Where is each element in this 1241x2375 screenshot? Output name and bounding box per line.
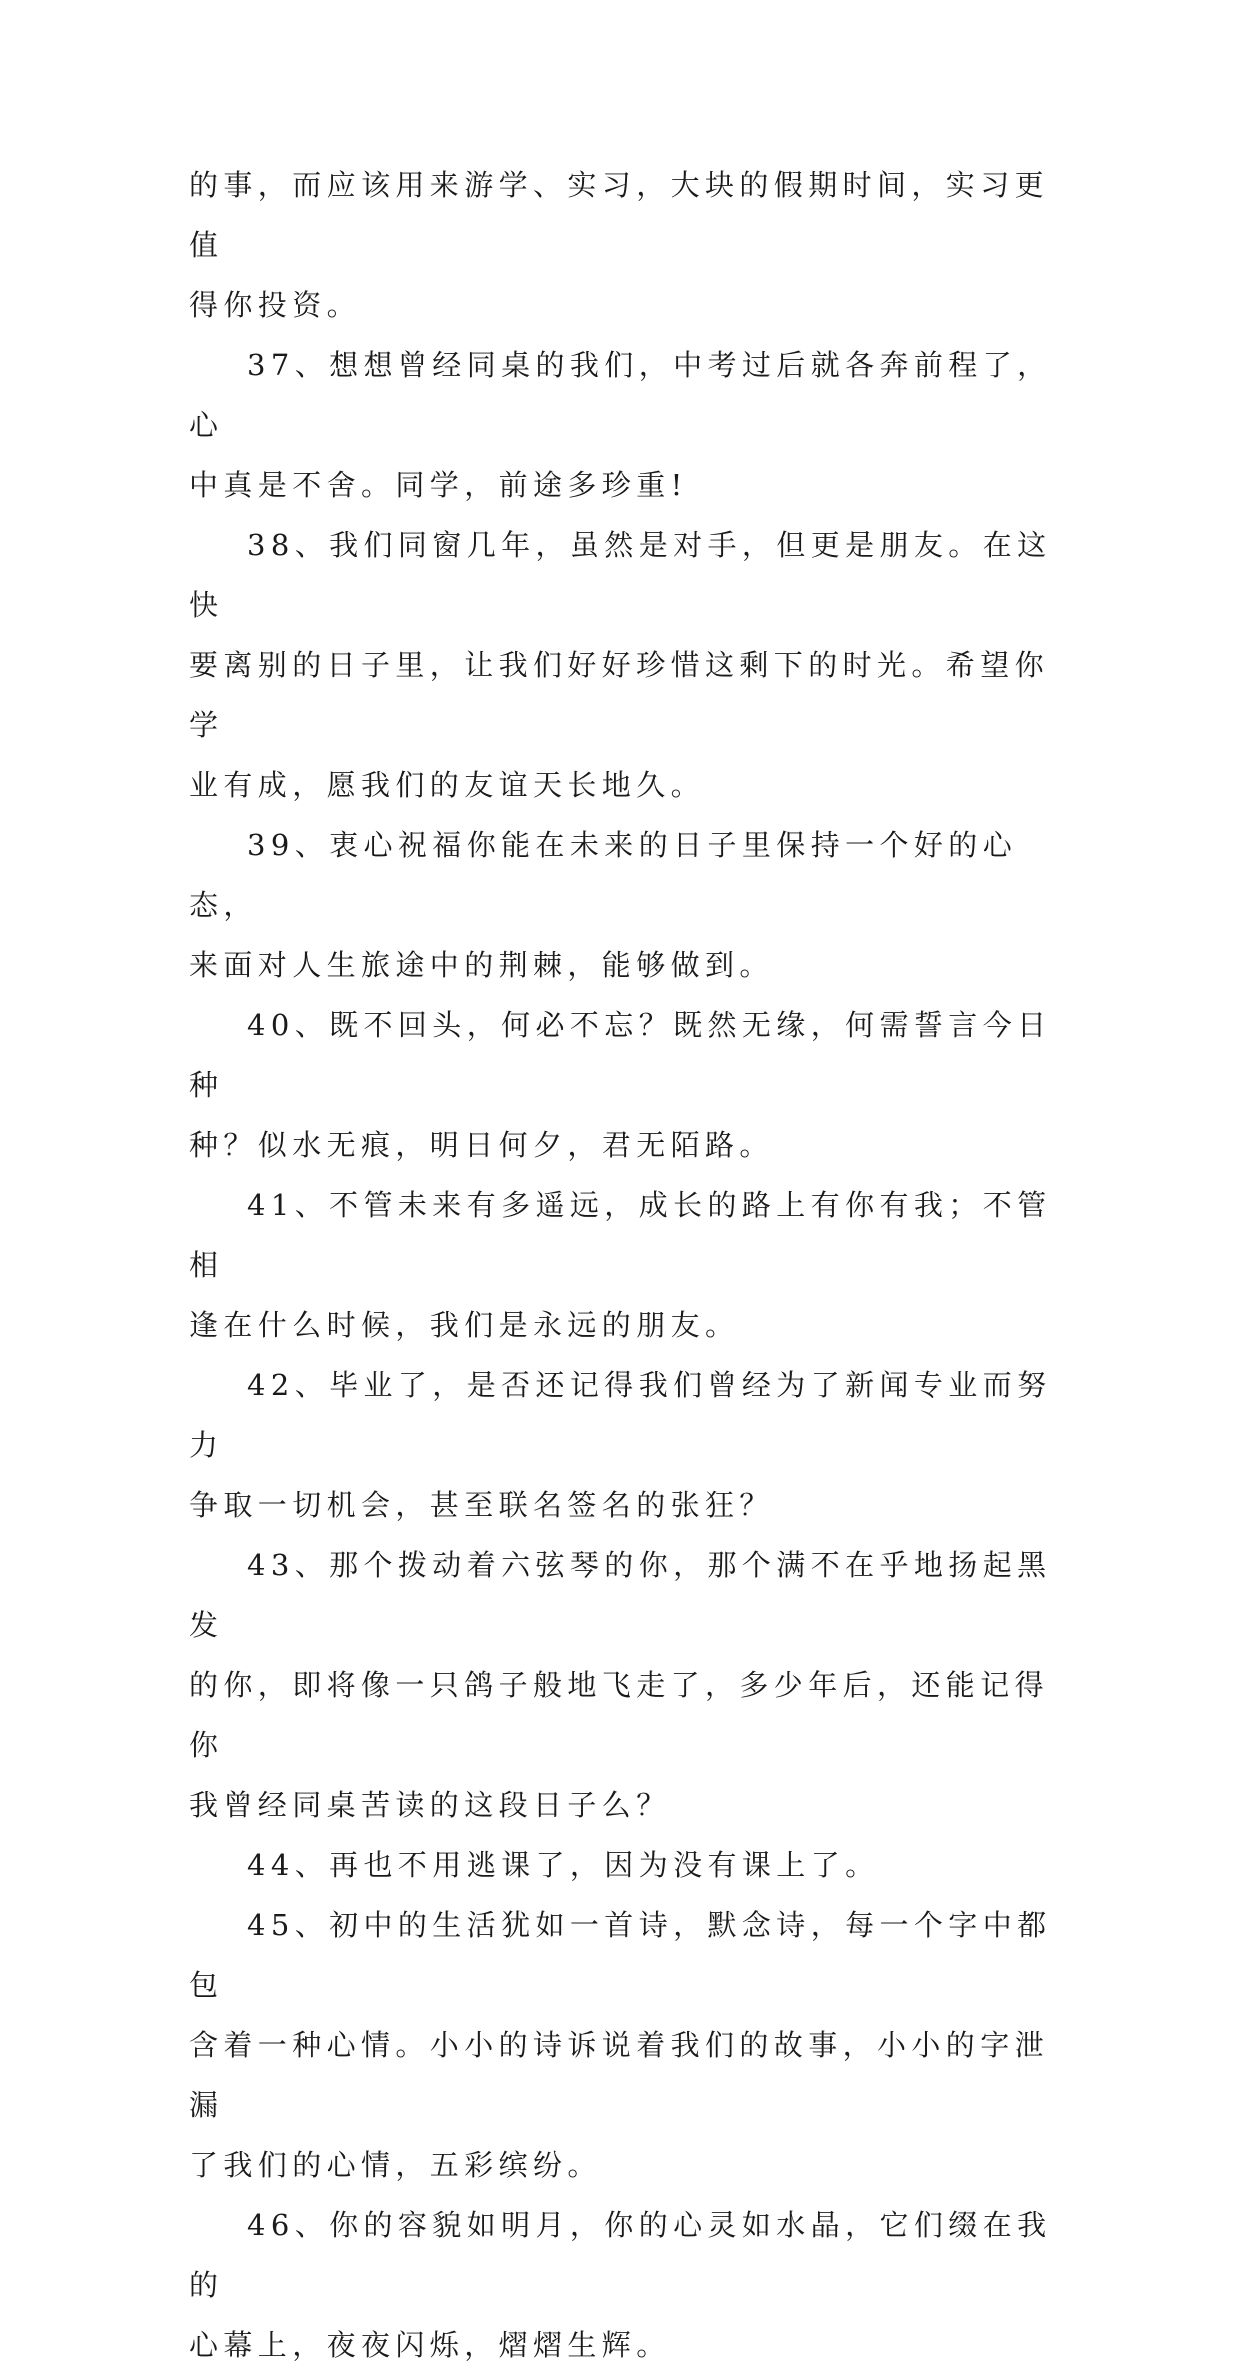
paragraph-42: 42、毕业了，是否还记得我们曾经为了新闻专业而努力 争取一切机会，甚至联名签名的张狂？ (189, 1368, 1052, 1522)
paragraph-39: 39、衷心祝福你能在未来的日子里保持一个好的心态， 来面对人生旅途中的荆棘，能够做到。 (189, 828, 1018, 982)
paragraph-45: 45、初中的生活犹如一首诗，默念诗，每一个字中都包 含着一种心情。小小的诗诉说着我们的故事，小小的字泄漏 了我们的心情，五彩缤纷。 (189, 1908, 1052, 2182)
paragraph-44: 44、再也不用逃课了，因为没有课上了。 (247, 1848, 880, 1882)
paragraph-38: 38、我们同窗几年，虽然是对手，但更是朋友。在这快 要离别的日子里，让我们好好珍惜这剩下的时光。希望你学 业有成，愿我们的友谊天长地久。 (189, 528, 1052, 802)
paragraph-40: 40、既不回头，何必不忘？既然无缘，何需誓言今日种 种？似水无痕，明日何夕，君无陌路。 (189, 1008, 1052, 1162)
paragraph-37: 37、想想曾经同桌的我们，中考过后就各奔前程了，心 中真是不舍。同学，前途多珍重! (189, 348, 1052, 502)
paragraph-continuation: 的事，而应该用来游学、实习，大块的假期时间，实习更值 得你投资。 (189, 168, 1050, 322)
paragraph-46: 46、你的容貌如明月，你的心灵如水晶，它们缀在我的 心幕上，夜夜闪烁，熠熠生辉。 (189, 2208, 1052, 2362)
paragraph-43: 43、那个拨动着六弦琴的你，那个满不在乎地扬起黑发 的你，即将像一只鸽子般地飞走了，多少年后，还能记得你 我曾经同桌苦读的这段日子么？ (189, 1548, 1052, 1822)
paragraph-41: 41、不管未来有多遥远，成长的路上有你有我；不管相 逢在什么时候，我们是永远的朋友。 (189, 1188, 1052, 1342)
document-body (189, 155, 1059, 2375)
